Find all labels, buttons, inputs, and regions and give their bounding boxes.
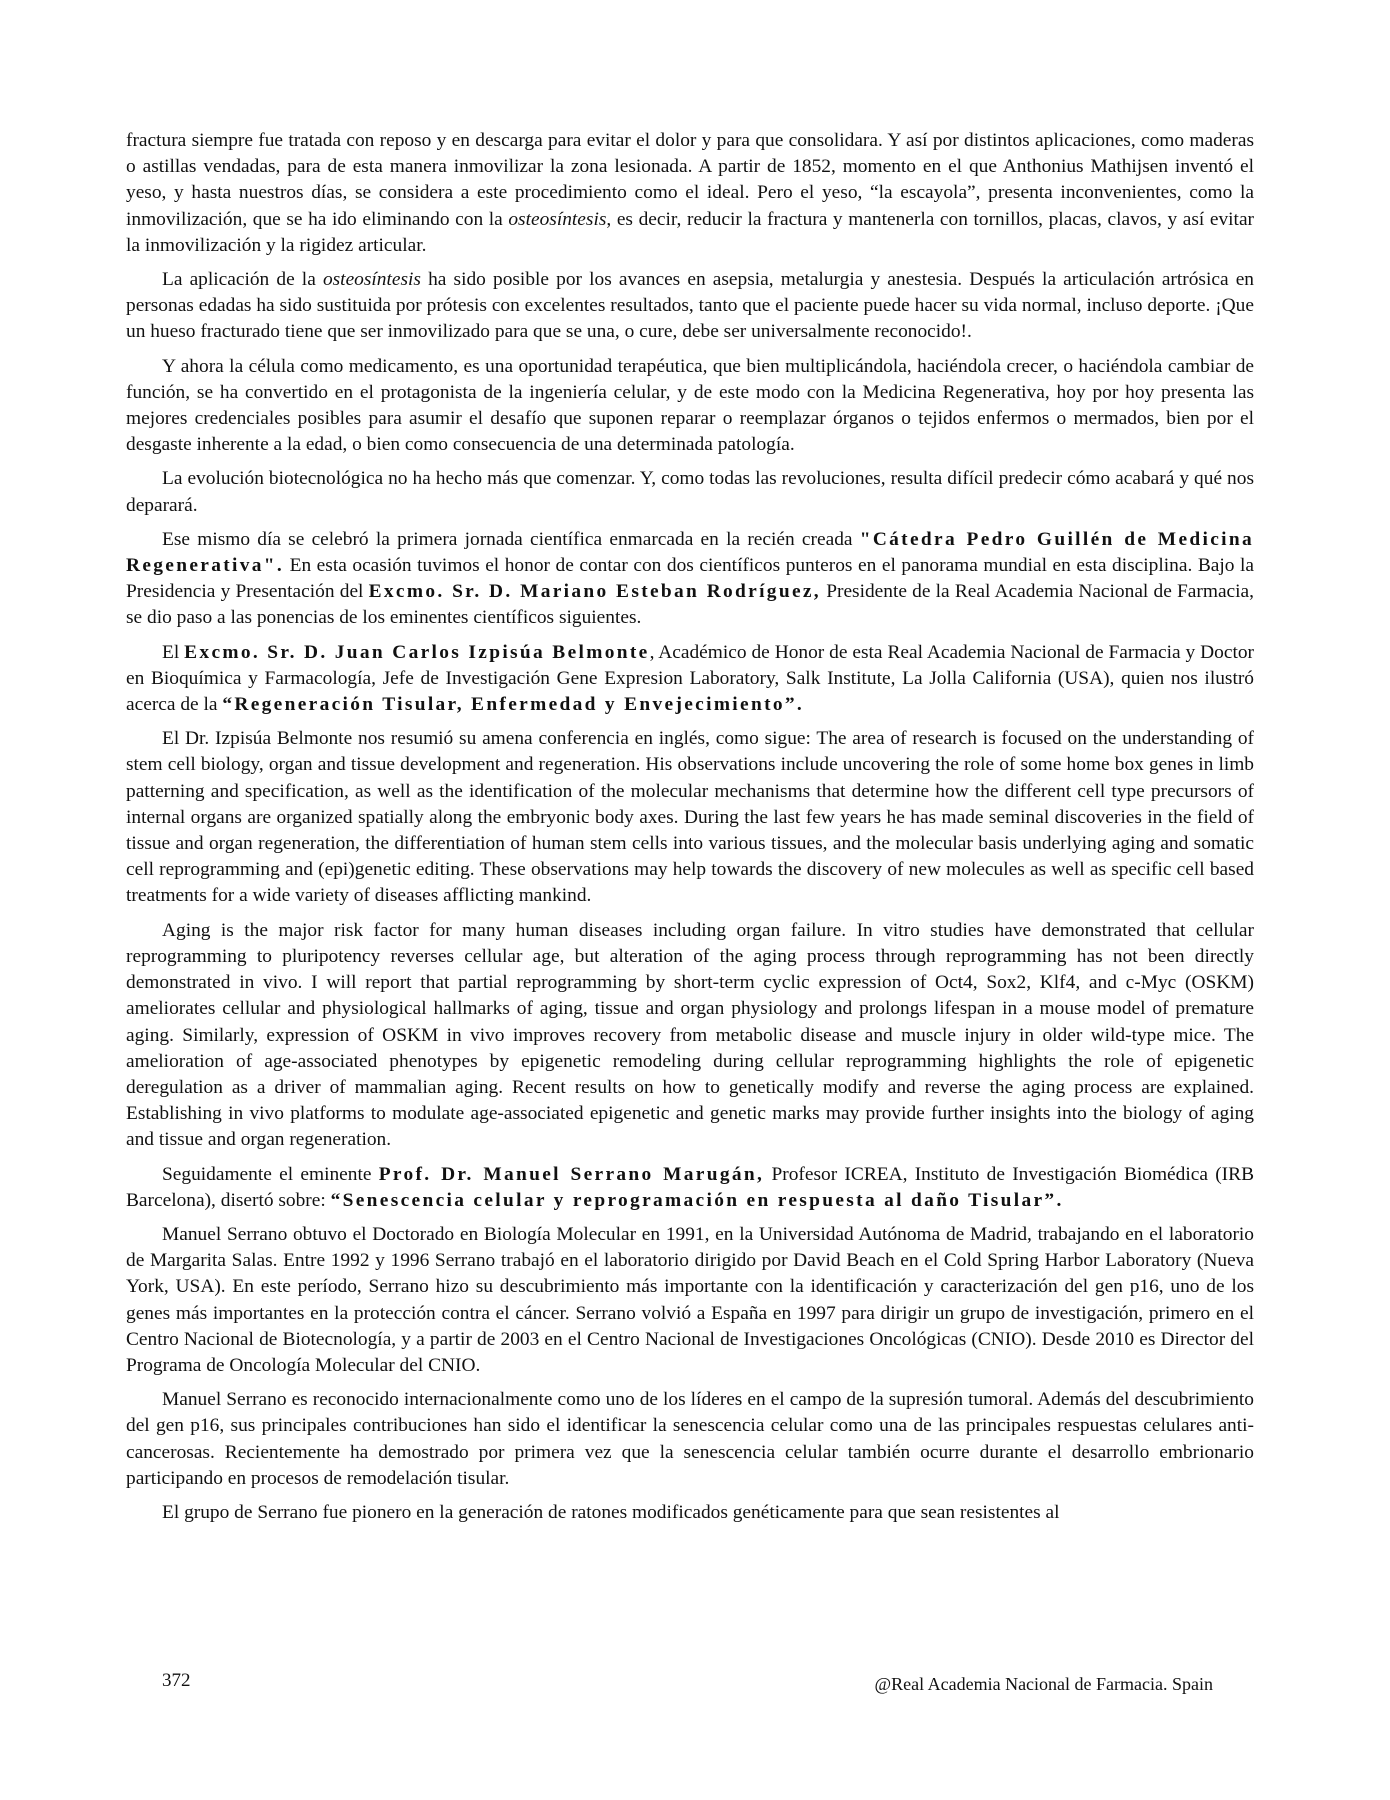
text-run: , es decir, reducir la fractura y mantenerla con tornillos, placas, clavos, y así evitar la inmovilización y la rigidez articular. [126, 208, 1254, 256]
text-run: El Dr. Izpisúa Belmonte nos resumió su amena conferencia en inglés, como sigue: The area of research is focused on the understanding of stem cell biology, organ and tissue development and regeneration. His observations include uncovering the role of some home box genes in limb patterning and specification, as well as the identification of the molecular mechanisms that determine how the different cell type precursors of internal organs are organized spatially along the embryonic body axes. During the last few years he has made seminal discoveries in the field of tissue and organ regeneration, the differentiation of human stem cells into various tissues, and the molecular basis underlying aging and somatic cell reprogramming and (epi)genetic editing. These observations may help towards the discovery of new molecules as well as specific cell based treatments for a wide variety of diseases afflicting mankind. [126, 728, 1254, 907]
text-run: El [162, 641, 185, 663]
text-run: Aging is the major risk factor for many human diseases including organ failure. In vitro studies have demonstrated that cellular reprogramming to pluripotency reverses cellular age, but alteration of the aging process through reprogramming has not been directly demonstrated in vivo. I will report that partial reprogramming by short-term cyclic expression of Oct4, Sox2, Klf4, and c-Myc (OSKM) ameliorates cellular and physiological hallmarks of aging, tissue and organ physiology and prolongs lifespan in a mouse model of premature aging. Similarly, expression of OSKM in vivo improves recovery from metabolic disease and muscle injury in older wild-type mice. The amelioration of age-associated phenotypes by epigenetic remodeling during cellular reprogramming highlights the role of epigenetic deregulation as a driver of mammalian aging. Recent results on how to genetically modify and reverse the aging process are explained. Establishing in vivo platforms to modulate age-associated epigenetic and genetic marks may provide further insights into the biology of aging and tissue and organ regeneration. [126, 919, 1254, 1151]
text-run: Profesor ICREA, Instituto de Investigación Biomédica (IRB Barcelona), disertó sobre: [126, 1163, 1254, 1211]
italic-text: osteosíntesis [322, 269, 421, 291]
text-run: Seguidamente el eminente [162, 1163, 379, 1185]
paragraph [126, 1500, 1254, 1526]
text-run: ha sido posible por los avances en asepsia, metalurgia y anestesia. Después la articulación artrósica en personas edadas ha sido sustituida por prótesis con excelentes resultados, tanto que el paciente puede hacer su vida normal, incluso deporte. ¡Que un hueso fracturado tiene que ser inmovilizado para que se una, o cure, debe ser universalmente reconocido!. [126, 269, 1254, 343]
text-run: Presidente de la Real Academia Nacional de Farmacia, se dio paso a las ponencias de los eminentes científicos siguientes. [126, 581, 1254, 629]
page-number: 372 [162, 1670, 191, 1691]
bold-text: Prof. Dr. Manuel Serrano Marugán, [378, 1163, 765, 1185]
paragraph [126, 527, 1254, 632]
bold-text: "Cátedra Pedro Guillén de Medicina Regenerativa". [126, 528, 1254, 577]
page-body [126, 128, 1254, 1628]
paragraph [126, 640, 1254, 719]
text-run: , Académico de Honor de esta Real Academia Nacional de Farmacia y Doctor en Bioquímica y Farmacología, Jefe de Investigación Gene Expresion Laboratory, Salk Institute, La Jolla California (USA), quien nos ilustró acerca de la [126, 641, 1254, 716]
text-run: El grupo de Serrano fue pionero en la generación de ratones modificados genéticamente para que sean resistentes al [162, 1501, 1060, 1523]
bold-text: “Senescencia celular y reprogramación en respuesta al daño Tisular”. [330, 1189, 1064, 1211]
text-run: La aplicación de la [162, 269, 323, 291]
text-run: fractura siempre fue tratada con reposo y en descarga para evitar el dolor y para que consolidara. Y así por distintos aplicaciones, como maderas o astillas vendadas, para de esta manera inmovilizar la zona lesionada. A partir de 1852, momento en el que Anthonius Mathijsen inventó el yeso, y hasta nuestros días, se considera a este procedimiento como el ideal. Pero el yeso, “la escayola”, presenta inconvenientes, como la inmovilización, que se ha ido eliminando con la [126, 130, 1254, 230]
paragraph [126, 466, 1254, 518]
paragraph [126, 354, 1254, 459]
bold-text: Excmo. Sr. D. Mariano Esteban Rodríguez, [368, 581, 821, 603]
paragraph [126, 1387, 1254, 1492]
paragraph [126, 726, 1254, 909]
italic-text: osteosíntesis [508, 208, 607, 230]
paragraph [126, 267, 1254, 346]
paragraph [126, 128, 1254, 259]
text-run: Manuel Serrano obtuvo el Doctorado en Biología Molecular en 1991, en la Universidad Autónoma de Madrid, trabajando en el laboratorio de Margarita Salas. Entre 1992 y 1996 Serrano trabajó en el laboratorio dirigido por David Beach en el Cold Spring Harbor Laboratory (Nueva York, USA). En este período, Serrano hizo su descubrimiento más importante con la identificación y caracterización del gen p16, uno de los genes más importantes en la protección contra el cáncer. Serrano volvió a España en 1997 para dirigir un grupo de investigación, primero en el Centro Nacional de Biotecnología, y a partir de 2003 en el Centro Nacional de Investigaciones Oncológicas (CNIO). Desde 2010 es Director del Programa de Oncología Molecular del CNIO. [126, 1223, 1254, 1376]
text-run: Manuel Serrano es reconocido internacionalmente como uno de los líderes en el campo de la supresión tumoral. Además del descubrimiento del gen p16, sus principales contribuciones han sido el identificar la senescencia celular como una de las principales respuestas celulares anti-cancerosas. Recientemente ha demostrado por primera vez que la senescencia celular también ocurre durante el desarrollo embrionario participando en procesos de remodelación tisular. [126, 1389, 1254, 1489]
bold-text: Excmo. Sr. D. Juan Carlos Izpisúa Belmonte [184, 641, 650, 663]
text-run: Y ahora la célula como medicamento, es una oportunidad terapéutica, que bien multiplicándola, haciéndola crecer, o haciéndola cambiar de función, se ha convertido en el protagonista de la ingeniería celular, y de este modo con la Medicina Regenerativa, hoy por hoy presenta las mejores credenciales posibles para asumir el desafío que suponen reparar o reemplazar órganos o tejidos enfermos o mermados, bien por el desgaste inherente a la edad, o bien como consecuencia de una determinada patología. [126, 355, 1254, 456]
text-run: Ese mismo día se celebró la primera jornada científica enmarcada en la recién creada [162, 528, 860, 550]
bold-text: “Regeneración Tisular, Enfermedad y Envejecimiento”. [222, 694, 805, 716]
paragraph [126, 1162, 1254, 1214]
text-run: En esta ocasión tuvimos el honor de contar con dos científicos punteros en el panorama mundial en esta disciplina. Bajo la Presidencia y Presentación del [126, 555, 1254, 603]
paragraph [126, 1222, 1254, 1379]
paragraph [126, 918, 1254, 1154]
footer-credit: @Real Academia Nacional de Farmacia. Spain [874, 1674, 1213, 1694]
text-run: La evolución biotecnológica no ha hecho más que comenzar. Y, como todas las revoluciones, resulta difícil predecir cómo acabará y qué nos deparará. [126, 468, 1254, 516]
